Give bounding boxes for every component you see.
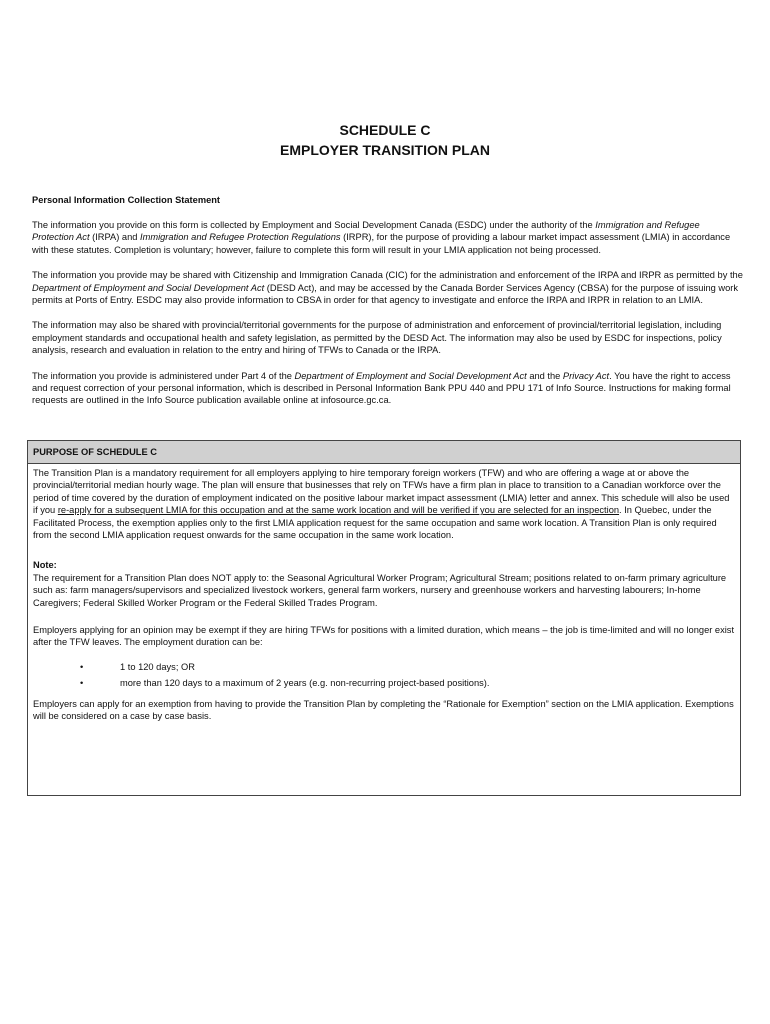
note-label: Note:	[33, 560, 57, 571]
list-item: • more than 120 days to a maximum of 2 years (e.g. non-recurring project-based positions).	[80, 678, 490, 689]
pics-body	[32, 219, 744, 420]
document-title-block	[0, 120, 770, 160]
bullet-icon: •	[80, 678, 84, 689]
plan-title: EMPLOYER TRANSITION PLAN	[279, 142, 490, 158]
pics-paragraph-3: The information may also be shared with provincial/territorial governments for the purpose of administration and enforcement of provincial/territorial legislation, including employment standards and occupational health and safety legislation, as permitted by the DESD Act. The information may also be used by ESDC for inspections, policy analysis, research and evaluation in relation to the entry and hiring of TFWs to Canada or the IRPA.	[32, 320, 722, 356]
exemption-text: Employers can apply for an exemption from having to provide the Transition Plan by completing the “Rationale for Exemption” section on the LMIA application. Exemptions will be considered on a case by case basis.	[33, 698, 734, 722]
purpose-section	[27, 440, 741, 796]
purpose-content	[28, 464, 740, 723]
pics-paragraph-4: The information you provide is administered under Part 4 of the Department of Employment and Social Development Act and the Privacy Act. You have the right to access and request correction of your personal information, which is described in Personal Information Bank PPU 440 and PPU 171 of Info Source. Instructions for making formal requests are outlined in the Info Source publication available online at infosource.gc.ca.	[32, 370, 731, 406]
note-text: The requirement for a Transition Plan does NOT apply to: the Seasonal Agricultural Worker Program; Agricultural Stream; positions related to on-farm primary agriculture such as: farm managers/supervisors and specialized livestock workers, general farm workers, nursery and greenhouse workers and harvesting labourers; In-home Caregivers; Federal Skilled Worker Program or the Federal Skilled Trades Program.	[33, 572, 727, 608]
schedule-title: SCHEDULE C	[339, 122, 431, 138]
opinion-text: Employers applying for an opinion may be exempt if they are hiring TFWs for positions with a limited duration, which means – the job is time-limited and will no longer exist after the TFW leaves. The employment duration can be:	[33, 625, 735, 648]
purpose-header: PURPOSE OF SCHEDULE C	[28, 441, 740, 464]
pics-paragraph-1: The information you provide on this form is collected by Employment and Social Development Canada (ESDC) under the authority of the Immigration and Refugee Protection Act (IRPA) and Immigration and Refugee Protection Regulations (IRPR), for the purpose of providing a labour market impact assessment (LMIA) in accordance with these statutes. Completion is voluntary; however, failure to complete this form will result in your LMIA application not being processed.	[32, 220, 731, 255]
pics-paragraph-2: The information you provide may be shared with Citizenship and Immigration Canada (CIC) for the administration and enforcement of the IRPA and IRPR as permitted by the Department of Employment and Social Development Act (DESD Act), and may be accessed by the Canada Border Services Agency (CBSA) for the purpose of issuing work permits at Ports of Entry. ESDC may also provide information to CBSA in order for that agency to investigate and enforce the IRPA and IRPR in relation to an LMIA.	[32, 270, 743, 306]
list-item: • 1 to 120 days; OR	[80, 661, 195, 672]
purpose-paragraph: The Transition Plan is a mandatory requirement for all employers applying to hire temporary foreign workers (TFW) and who are offering a wage at or above the provincial/territorial median hourly wage. The plan will ensure that businesses that rely on TFWs have a firm plan in place to transition to a Canadian workforce over the period of time covered by the duration of employment indicated on the positive labour market impact assessment (LMIA) letter and annex. This schedule will also be used if you re-apply for a subsequent LMIA for this occupation and at the same work location and will be verified if you are selected for an inspection. In Quebec, under the Facilitated Process, the exemption applies only to the first LMIA application request for the same occupation and same work location. A Transition Plan is only required from the second LMIA application request onwards for the same occupation in the same work location.	[33, 468, 730, 541]
pics-heading: Personal Information Collection Statement	[32, 195, 221, 205]
duration-list	[33, 661, 735, 690]
bullet-icon: •	[80, 661, 84, 672]
